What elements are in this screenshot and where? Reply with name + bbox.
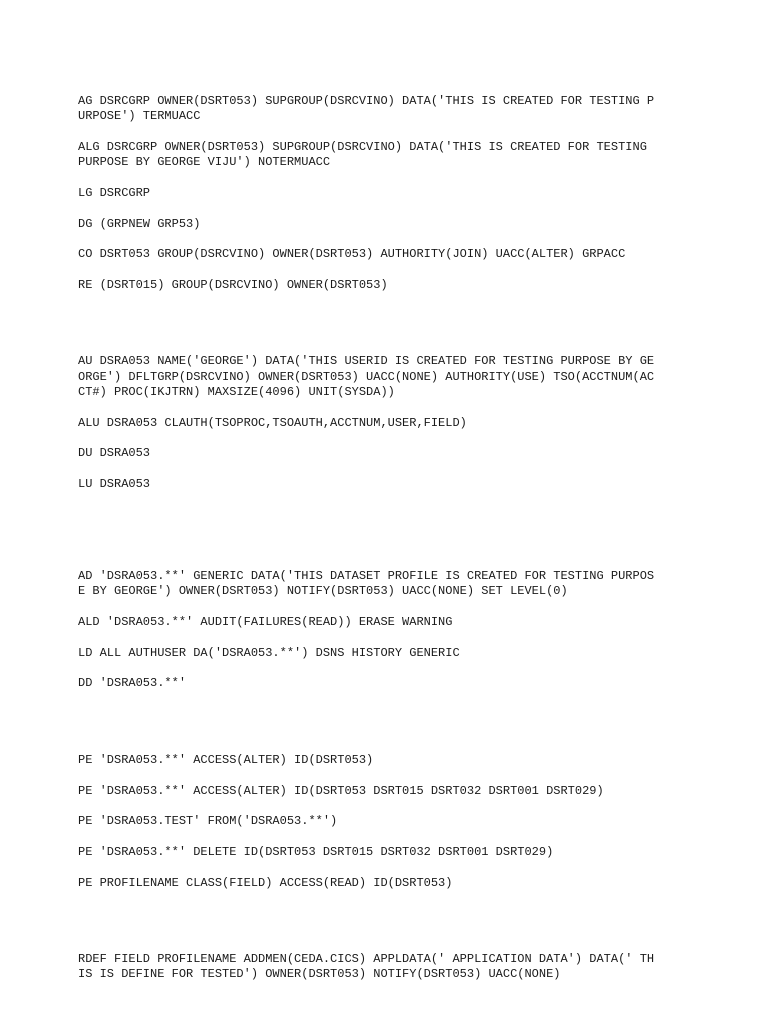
command-line: AG DSRCGRP OWNER(DSRT053) SUPGROUP(DSRCVINO) DATA('THIS IS CREATED FOR TESTING P bbox=[78, 94, 655, 108]
command-line: AU DSRA053 NAME('GEORGE') DATA('THIS USERID IS CREATED FOR TESTING PURPOSE BY GE bbox=[78, 354, 655, 368]
command-line: PURPOSE BY GEORGE VIJU') NOTERMUACC bbox=[78, 155, 331, 169]
command-line: E BY GEORGE') OWNER(DSRT053) NOTIFY(DSRT053) UACC(NONE) SET LEVEL(0) bbox=[78, 584, 568, 598]
command-line: PE 'DSRA053.**' DELETE ID(DSRT053 DSRT015 DSRT032 DSRT001 DSRT029) bbox=[78, 845, 554, 859]
command-line: DG (GRPNEW GRP53) bbox=[78, 217, 201, 231]
command-line: LU DSRA053 bbox=[78, 477, 151, 491]
command-line: PE PROFILENAME CLASS(FIELD) ACCESS(READ) ID(DSRT053) bbox=[78, 876, 453, 890]
command-line: CO DSRT053 GROUP(DSRCVINO) OWNER(DSRT053) AUTHORITY(JOIN) UACC(ALTER) GRPACC bbox=[78, 247, 626, 261]
command-line: PE 'DSRA053.**' ACCESS(ALTER) ID(DSRT053) bbox=[78, 753, 374, 767]
command-line: ALD 'DSRA053.**' AUDIT(FAILURES(READ)) ERASE WARNING bbox=[78, 615, 453, 629]
command-line: ALG DSRCGRP OWNER(DSRT053) SUPGROUP(DSRCVINO) DATA('THIS IS CREATED FOR TESTING bbox=[78, 140, 647, 154]
command-line: ALU DSRA053 CLAUTH(TSOPROC,TSOAUTH,ACCTNUM,USER,FIELD) bbox=[78, 416, 467, 430]
command-line: DU DSRA053 bbox=[78, 446, 151, 460]
command-line: PE 'DSRA053.TEST' FROM('DSRA053.**') bbox=[78, 814, 338, 828]
command-line: ORGE') DFLTGRP(DSRCVINO) OWNER(DSRT053) UACC(NONE) AUTHORITY(USE) TSO(ACCTNUM(AC bbox=[78, 370, 655, 384]
command-line: URPOSE') TERMUACC bbox=[78, 109, 201, 123]
command-line: RE (DSRT015) GROUP(DSRCVINO) OWNER(DSRT053) bbox=[78, 278, 388, 292]
command-line: PE 'DSRA053.**' ACCESS(ALTER) ID(DSRT053 DSRT015 DSRT032 DSRT001 DSRT029) bbox=[78, 784, 604, 798]
command-line: IS IS DEFINE FOR TESTED') OWNER(DSRT053) NOTIFY(DSRT053) UACC(NONE) bbox=[78, 967, 561, 981]
command-line: RDEF FIELD PROFILENAME ADDMEN(CEDA.CICS) APPLDATA(' APPLICATION DATA') DATA(' TH bbox=[78, 952, 655, 966]
command-line: DD 'DSRA053.**' bbox=[78, 676, 187, 690]
command-line: LG DSRCGRP bbox=[78, 186, 151, 200]
command-line: CT#) PROC(IKJTRN) MAXSIZE(4096) UNIT(SYSDA)) bbox=[78, 385, 395, 399]
command-line: LD ALL AUTHUSER DA('DSRA053.**') DSNS HISTORY GENERIC bbox=[78, 646, 460, 660]
command-line: AD 'DSRA053.**' GENERIC DATA('THIS DATASET PROFILE IS CREATED FOR TESTING PURPOS bbox=[78, 569, 655, 583]
